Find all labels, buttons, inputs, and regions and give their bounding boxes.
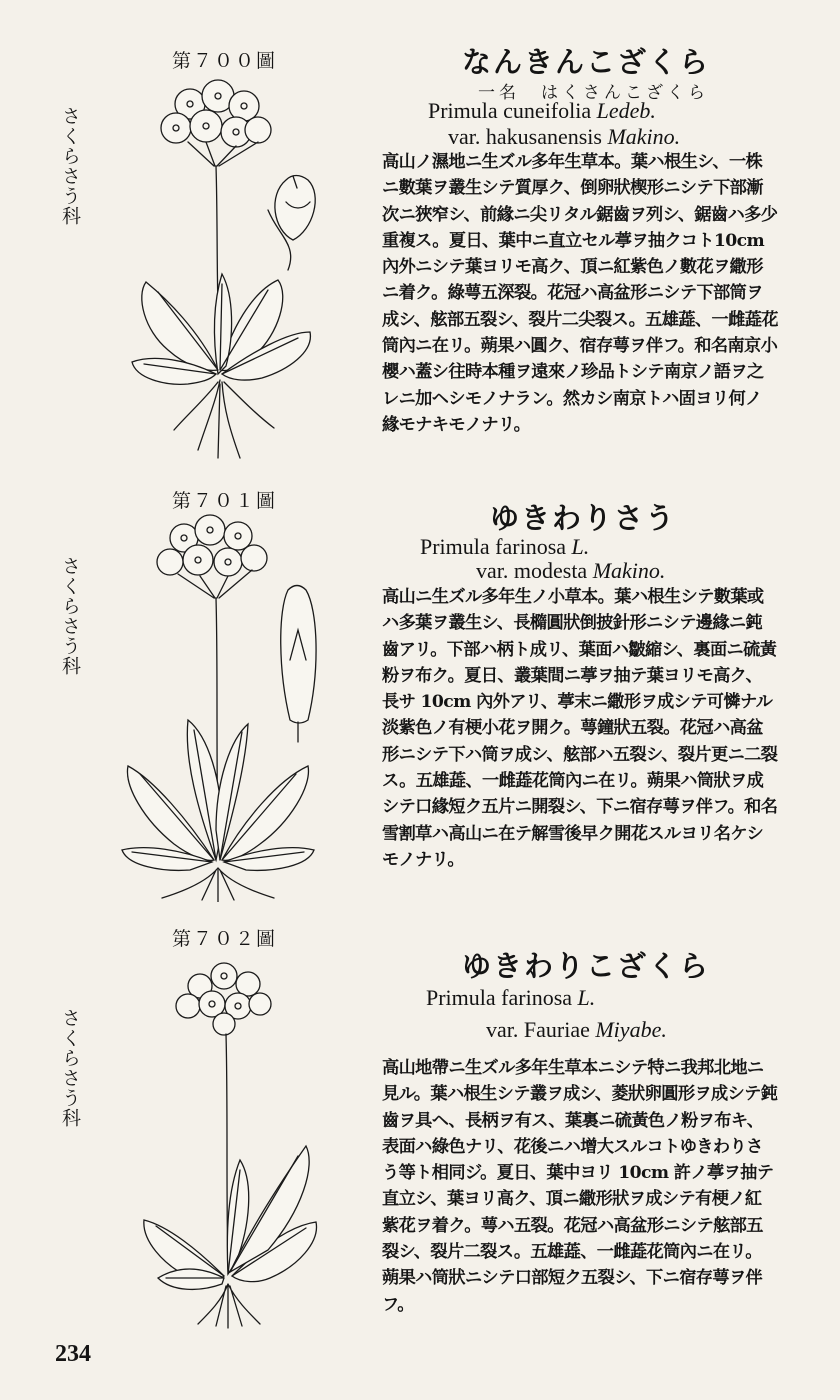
illustration-primula-cuneifolia bbox=[118, 70, 350, 462]
flower-cluster-702 bbox=[176, 963, 271, 1035]
scientific-name-701-line1: Primula farinosa L. bbox=[420, 534, 590, 559]
family-label-702: さくらさう科 bbox=[59, 1008, 81, 1128]
scientific-name-702-line1: Primula farinosa L. bbox=[426, 985, 596, 1010]
page-number: 234 bbox=[55, 1341, 91, 1367]
scientific-name-702-line2: var. Fauriae Miyabe. bbox=[486, 1017, 667, 1042]
flower-cluster-700 bbox=[161, 80, 271, 166]
description-700: 高山ノ濕地ニ生ズル多年生草本。葉ハ根生シ、一株ニ數葉ヲ叢生シテ質厚ク、倒卵狀楔形ニシテ下部漸次ニ狹窄シ、前緣ニ尖リタル鋸齒ヲ列シ、鋸齒ハ多少重複ス。夏日、葉中ニ直立セル葶ヲ抽クコト10cm內外ニシテ葉ヨリモ高ク、頂ニ紅紫色ノ數花ヲ繖形ニ着ク。綠萼五深裂。花冠ハ高盆形ニシテ下部筒ヲ成シ、舷部五裂シ、裂片二尖裂ス。五雄蕋、一雌蕋花筒內ニ在リ。蒴果ハ圓ク、宿存萼ヲ伴フ。和名南京小櫻ハ蓋シ往時本種ヲ遠來ノ珍品トシテ南京ノ語ヲ之レニ加ヘシモノナラン。然カシ南京トハ固ヨリ何ノ緣モナキモノナリ。 bbox=[382, 152, 778, 435]
figure-label-702: 第７０２圖 bbox=[172, 928, 278, 950]
illustration-primula-farinosa-fauriae bbox=[138, 960, 334, 1330]
scientific-name-700-line1: Primula cuneifolia Ledeb. bbox=[428, 98, 656, 123]
family-label-700: さくらさう科 bbox=[59, 106, 81, 226]
illustration-primula-farinosa-modesta bbox=[118, 510, 330, 902]
flower-cluster-701 bbox=[157, 515, 267, 598]
description-702: 高山地帶ニ生ズル多年生草本ニシテ特ニ我邦北地ニ見ル。葉ハ根生シテ叢ヲ成シ、菱狀卵圓形ヲ成シテ鈍齒ヲ具ヘ、長柄ヲ有ス、葉裏ニ硫黃色ノ粉ヲ布キ、表面ハ綠色ナリ、花後ニハ增大スルコトゆきわりさう等ト相同ジ。夏日、葉中ヨリ 10cm 許ノ葶ヲ抽テ直立シ、葉ヨリ高ク、頂ニ繖形狀ヲ成シテ有梗ノ紅紫花ヲ着ク。萼ハ五裂。花冠ハ高盆形ニシテ舷部五裂シ、裂片二裂ス。五雄蕋、一雌蕋花筒內ニ在リ。蒴果ハ筒狀ニシテ口部短ク五裂シ、下ニ宿存萼ヲ伴フ。 bbox=[382, 1058, 778, 1315]
japanese-name-701: ゆきわりさう bbox=[490, 501, 677, 535]
figure-label-700: 第７００圖 bbox=[172, 50, 278, 72]
scientific-name-701-line2: var. modesta Makino. bbox=[476, 558, 666, 583]
scientific-name-700-line2: var. hakusanensis Makino. bbox=[448, 124, 681, 149]
figure-label-701: 第７０１圖 bbox=[172, 490, 278, 512]
description-701: 高山ニ生ズル多年生ノ小草本。葉ハ根生シテ數葉或ハ多葉ヲ叢生シ、長橢圓狀倒披針形ニシテ邊緣ニ鈍齒アリ。下部ハ柄ト成リ、葉面ハ皺縮シ、裏面ニ硫黃粉ヲ布ク。夏日、叢葉間ニ葶ヲ抽テ葉ヨリモ高ク、長サ 10cm 內外アリ、葶末ニ繖形ヲ成シテ可憐ナル淡紫色ノ有梗小花ヲ開ク。萼鐘狀五裂。花冠ハ高盆形ニシテ下ハ筒ヲ成シ、舷部ハ五裂シ、裂片更ニ二裂ス。五雄蕋、一雌蕋花筒內ニ在リ。蒴果ハ筒狀ヲ成シテ口緣短ク五片ニ開裂シ、下ニ宿存萼ヲ伴フ。和名雪割草ハ高山ニ在テ解雪後早ク開花スルヨリ名ケシモノナリ。 bbox=[382, 587, 778, 870]
alias-name-700: 一名 はくさんこざくら bbox=[478, 83, 709, 103]
family-label-701: さくらさう科 bbox=[59, 556, 81, 676]
japanese-name-702: ゆきわりこざくら bbox=[462, 949, 711, 983]
japanese-name-700: なんきんこざくら bbox=[462, 45, 711, 79]
